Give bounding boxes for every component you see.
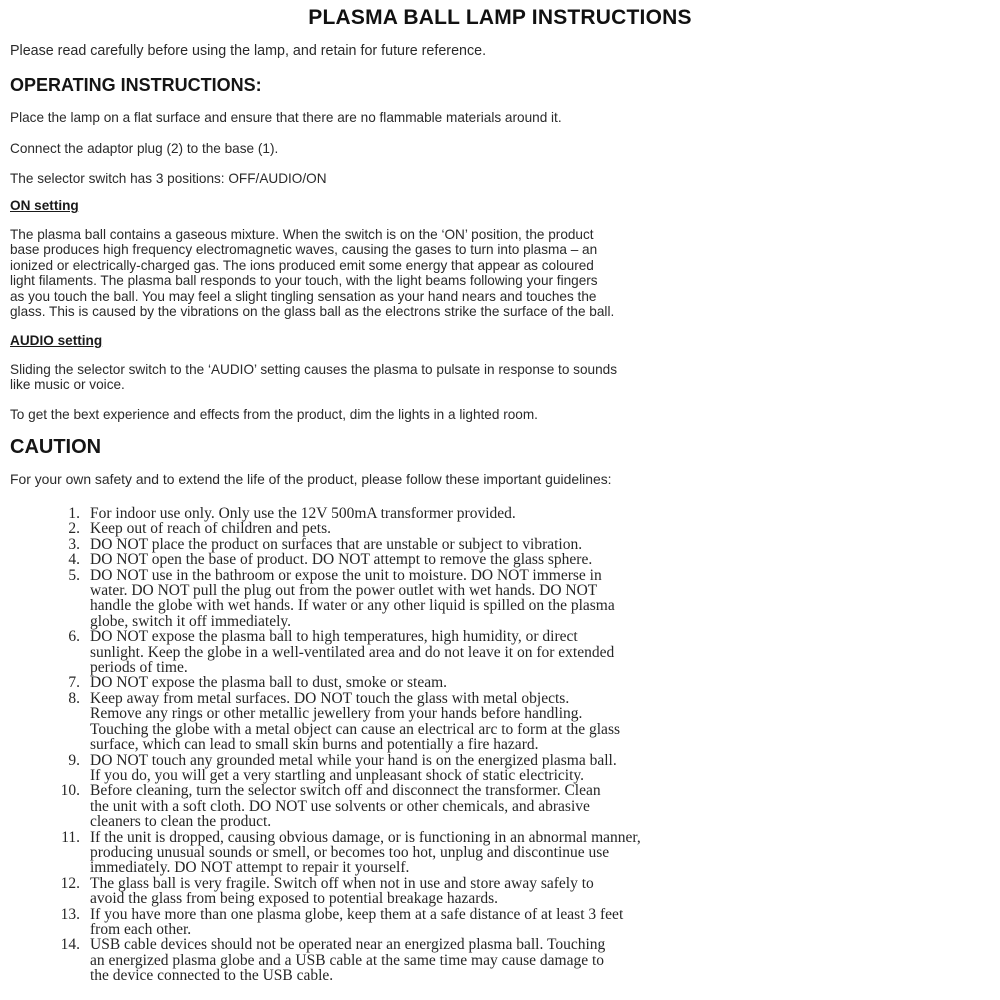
audio-tip: To get the bext experience and effects from the product, dim the lights in a lighted room. — [10, 407, 538, 422]
caution-item-12 — [48, 876, 998, 907]
audio-setting-line: like music or voice. — [10, 377, 125, 393]
caution-item-5 — [48, 568, 998, 630]
caution-item-13 — [48, 907, 998, 938]
operating-instructions-heading: OPERATING INSTRUCTIONS: — [10, 75, 262, 95]
item-text: DO NOT use in the bathroom or expose the unit to moisture. DO NOT immerse in — [90, 566, 602, 584]
item-text: USB cable devices should not be operated near an energized plasma ball. Touching — [90, 936, 606, 954]
caution-item-10 — [48, 783, 998, 829]
item-text: from each other. — [90, 920, 192, 938]
item-text: If you have more than one plasma globe, keep them at a safe distance of at least 3 feet — [90, 905, 624, 923]
item-text: DO NOT open the base of product. DO NOT attempt to remove the glass sphere. — [90, 551, 593, 569]
on-setting-line: The plasma ball contains a gaseous mixture. When the switch is on the ‘ON’ position, the product — [10, 227, 594, 242]
item-number: 10. — [60, 782, 80, 800]
item-text: Keep out of reach of children and pets. — [90, 520, 332, 538]
item-text: handle the globe with wet hands. If water or any other liquid is spilled on the plasma — [90, 597, 615, 615]
item-number: 9. — [68, 751, 80, 769]
caution-item-2 — [48, 521, 998, 536]
on-setting-paragraph — [10, 227, 614, 319]
caution-item-14 — [48, 937, 998, 983]
caution-heading: CAUTION — [10, 436, 102, 458]
operating-line-1: Place the lamp on a flat surface and ensure that there are no flammable materials around it. — [10, 110, 562, 125]
on-setting-line: light filaments. The plasma ball responds to your touch, with the light beams following your fingers — [10, 273, 598, 289]
document-title: PLASMA BALL LAMP INSTRUCTIONS — [308, 6, 692, 29]
item-text: sunlight. Keep the globe in a well-ventilated area and do not leave it on for extended — [90, 643, 615, 661]
item-text: surface, which can lead to small skin burns and potentially a fire hazard. — [90, 736, 539, 754]
operating-line-3: The selector switch has 3 positions: OFF/AUDIO/ON — [10, 171, 327, 186]
caution-item-7 — [48, 675, 998, 690]
intro-text: Please read carefully before using the lamp, and retain for future reference. — [10, 43, 487, 59]
item-text: the device connected to the USB cable. — [90, 967, 334, 985]
on-setting-line: ionized or electrically-charged gas. The ions produced emit some energy that appear as coloured — [10, 257, 594, 273]
item-number: 14. — [60, 936, 80, 954]
item-number: 8. — [68, 689, 80, 707]
item-text: periods of time. — [90, 659, 188, 677]
caution-item-1 — [48, 506, 998, 521]
item-number: 7. — [68, 674, 80, 692]
audio-setting-paragraph — [10, 362, 617, 393]
item-number: 13. — [60, 905, 80, 923]
item-number: 3. — [68, 535, 80, 553]
item-number: 6. — [68, 628, 80, 646]
item-text: avoid the glass from being exposed to potential breakage hazards. — [90, 890, 499, 908]
on-setting-line: as you touch the ball. You may feel a slight tingling sensation as your hand nears and touches the — [10, 288, 597, 304]
item-text: DO NOT expose the plasma ball to high temperatures, high humidity, or direct — [90, 628, 578, 646]
caution-item-6 — [48, 629, 998, 675]
audio-setting-line: Sliding the selector switch to the ‘AUDIO’ setting causes the plasma to pulsate in response to sounds — [10, 362, 618, 377]
item-text: immediately. DO NOT attempt to repair it yourself. — [90, 859, 410, 877]
caution-intro: For your own safety and to extend the life of the product, please follow these important guidelines: — [10, 471, 612, 487]
item-text: Before cleaning, turn the selector switch off and disconnect the transformer. Clean — [90, 782, 601, 800]
item-text: the unit with a soft cloth. DO NOT use solvents or other chemicals, and abrasive — [90, 797, 590, 815]
item-text: DO NOT touch any grounded metal while your hand is on the energized plasma ball. — [90, 751, 617, 769]
item-number: 1. — [68, 505, 80, 522]
item-text: an energized plasma globe and a USB cable at the same time may cause damage to — [90, 951, 605, 969]
item-text: If you do, you will get a very startling and unpleasant shock of static electricity. — [90, 766, 584, 784]
on-setting-line: base produces high frequency electromagnetic waves, causing the gases to turn into plasma – an — [10, 242, 598, 258]
caution-list — [48, 506, 998, 984]
item-text: If the unit is dropped, causing obvious damage, or is functioning in an abnormal manner, — [90, 828, 641, 846]
item-text: producing unusual sounds or smell, or becomes too hot, unplug and discontinue use — [90, 843, 610, 861]
caution-item-11 — [48, 830, 998, 876]
caution-item-8 — [48, 691, 998, 753]
item-number: 12. — [60, 874, 80, 892]
on-setting-heading: ON setting — [10, 198, 79, 213]
caution-item-4 — [48, 552, 998, 567]
item-number: 11. — [61, 828, 80, 846]
item-number: 2. — [68, 520, 80, 538]
operating-line-2: Connect the adaptor plug (2) to the base (1). — [10, 141, 279, 156]
item-text: globe, switch it off immediately. — [90, 612, 292, 630]
item-text: Remove any rings or other metallic jewellery from your hands before handling. — [90, 705, 583, 723]
item-text: Touching the globe with a metal object can cause an electrical arc to form at the glass — [90, 720, 621, 738]
item-text: cleaners to clean the product. — [90, 813, 272, 831]
item-text: DO NOT expose the plasma ball to dust, smoke or steam. — [90, 674, 448, 692]
item-number: 5. — [68, 566, 80, 584]
item-text: The glass ball is very fragile. Switch off when not in use and store away safely to — [90, 874, 594, 892]
caution-item-3 — [48, 537, 998, 552]
item-text: For indoor use only. Only use the 12V 500mA transformer provided. — [90, 505, 516, 522]
audio-setting-heading: AUDIO setting — [10, 333, 103, 348]
on-setting-line: glass. This is caused by the vibrations on the glass ball as the electrons strike the surface of the ball. — [10, 304, 615, 320]
caution-item-9 — [48, 753, 998, 784]
item-number: 4. — [68, 551, 80, 569]
item-text: Keep away from metal surfaces. DO NOT touch the glass with metal objects. — [90, 689, 570, 707]
item-text: water. DO NOT pull the plug out from the power outlet with wet hands. DO NOT — [90, 582, 598, 600]
item-text: DO NOT place the product on surfaces that are unstable or subject to vibration. — [90, 535, 583, 553]
